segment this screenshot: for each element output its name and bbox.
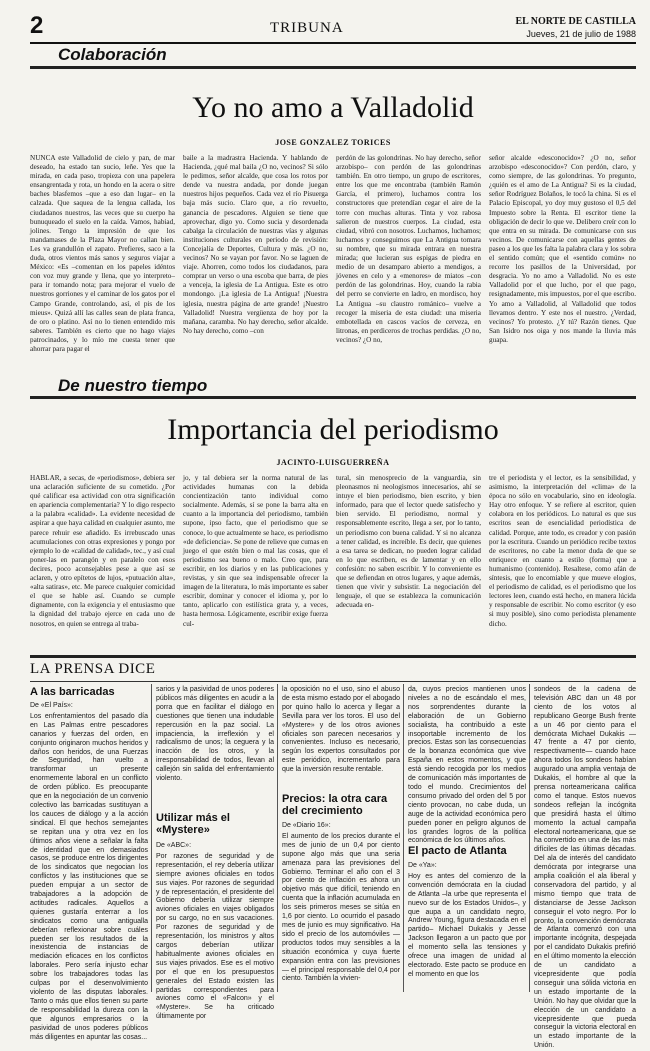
article-column-2: [183, 154, 328, 366]
article-paragraph: tural, sin menosprecio de la vanguardia, sin pleonasmos ni neologismos innecesarios, ahí se intuye el bien periodismo, bien escrito, y bien informado, para que el lector quede satisfecho y bien servido. El periodismo, normal y responsablemente escrito, llega a ser, por lo tanto, un periodismo con buena calidad. Y si no alcanza a tener calidad, es increíble. Es decir, que quienes a esa tarea se dedican, no pueden lograr calidad en lo que escriben, es de lamentar y en ello confesión: no saben escribir. Y lo conveniente es que se defiendan en otros lugares, y aque además, tienen que vivir y subsistir. La negociación del lenguaje, el que se establezca la comunicación adecuada en-: [336, 474, 481, 610]
prensa-column-3: [282, 822, 400, 992]
prensa-top-rule: [30, 655, 636, 658]
article-paragraph: HABLAR, a secas, de «periodismos», debiera ser una aclaración suficiente de su cometido. ¿Por qué calificar esa actividad con otra significación en apariencia complementaria? Y lo digo respecto a la palabra «calidad». La evidente necesidad de aspirar a que haya calidad en cualquier asunto, me parece rehuir ese añadido. Es irrebuscado unas acumulaciones con otras expresiones y pongo por ejemplo lo de «calidad de calidad», tec., y así cual poner-las en parangón y en paralelo con esos decires, poco aconsejables pese a que así se aclaren, y otro epítetos de lujos, «putuación alta», «alta satiras», etc. Me parece cualquier comicidad el que se hable así. Cuando se cumple dignamente, con la exigencia y el entusiasmo que la dignidad del trabajo ejerce en cada uno de nosotros, en quien se entrega al traba-: [30, 474, 175, 628]
prensa-source: De «Ya»:: [408, 862, 437, 869]
tiempo-rule: [30, 396, 636, 399]
prensa-column-2: [156, 842, 274, 1021]
article-column-4: [489, 154, 636, 366]
prensa-source: De «El País»:: [30, 702, 73, 709]
article-column-3: [336, 474, 481, 648]
prensa-column-4: [408, 862, 526, 992]
prensa-column-3-top: [282, 686, 400, 790]
prensa-text: sondeos de la cadena de televisión ABC dan un 48 por ciento de los votos al republicano George Bush frente a un 46 por ciento para el demócrata Michael Dukakis —47 frente a 47 por ciento, respectivamente— cuando hace ahora todos los sondeos habían augurado una amplia ventaja de Dukakis, el hombre al que la prensa norteamericana califica como el tanque. Estos nuevos sondeos reflejan la incógnita que presidirá hasta el último momento la actual campaña electoral norteamericana, que se ha convertido en una de las más difíciles de las últimas décadas. Del ala de interés del candidato demócrata por integrarse una amplia coalición el ala liberal y conservadora del partido, y al mismo tiempo que trata de distanciarse de Jesse Jackson conseguir el voto negro. Por lo pronto, la convención demócrata de Atlanta comenzó con una importante incógnita, despejada por el candidato Dukakis prefirió en el último momento la elección de un candidato a vicepresidente que podía conseguir una sólida victoria en un estado importante de la Unión. No hay que olvidar que la elección de un candidato a vicepresidente que pueda conseguir la victoria electoral en un estado importante de la Unión.: [534, 686, 636, 1050]
prensa-column-4-top: [408, 686, 526, 845]
article-column-2: [183, 474, 328, 648]
article-column-1: [30, 474, 175, 648]
prensa-text: da, cuyos precios mantienen unos niveles a no de escándalo el mes, nos sorprendentes durante la elaboración de un Gobierno socialista, ha contribuido a este insoportable incremento de los precios. Estas son las consecuencias de la bonanza económica que vive España en estos momentos, y que está siendo recogida por los medios de comunicación más importantes de todo el mundo. Crecimientos del consumo privado del orden del 5 por ciento provocan, no cabe duda, un auge de la actividad económica pero pueden poner en peligro algunos de los grandes logros de la política económica de los últimos años.: [408, 686, 526, 845]
article-column-1: [30, 154, 175, 366]
article-paragraph: tre el periodista y el lector, es la sensibilidad, y asimismo, la interpretación del «clima» de la época no sólo en vocabulario, sino en ideología. Hay otro enfoque. Y se refiere al escritor, quien colabora en los periódicos. Lo natural es que sus escritos sean de esencialidad periodística de calidad. Porque, ante todo, es creador y con pasión por la escritura. Cuando un periódico recibe textos de escritores, no cabe la menor duda de que se enriquece en cuanto a estilo (forma) que a humanismo (contenido). Resaltese, como afán de síntesis, que lo encomiable y que mueve elogios, el periodismo de calidad, es el periodismo que los lectores leen, cuando está hecho, en manera lúcida y responsable de escribir. No como escritor (y eso si muy posible), sino como periodista plenamente dicho.: [489, 474, 636, 628]
article-title: Yo no amo a Valladolid: [192, 91, 474, 124]
article-paragraph: baile a la madrastra Hacienda. Y hablando de Hacienda, ¿qué mal baila ¿O no, vecinos? Si sólo le pedimos, señor alcalde, que cosa los rotos por dende va nuestra andada, por donde juegan nuestros hijos pequeños. Cada vez el río Pisuerga baja más sucio. Claro que, a río revuelto, ganancia de pescadores. Alguien se tiene que aprovechar, digo yo. Como sucia y desordenada cabalga la circulación de nuestras vías y algunas instituciones culturales en periodo de revisión: Concejalía de Deportes, Cultura y más. ¿O no, vecinos? No se vayan por favor. No se laguen de viaje. Ahorren, como todos los ciudadanos, para comprar un verso o una escoba que barra, de pies a venceja, la iglesia de La Antigua. Este es otro mondongo. ¡La iglesia de La Antigua! ¡Nuestra iglesia, nuestra página de arte grande! ¡Nuestro Valladolid! Nuestra vergüenza de hoy por la mañana, caramba. No hay derecho, señor alcalde. No hay derecho, como –con: [183, 154, 328, 335]
page-number: 2: [30, 12, 44, 39]
prensa-item-title: Utilizar más el «Mystere»: [156, 812, 230, 836]
section-label-colaboracion: Colaboración: [58, 45, 167, 64]
prensa-column-1: [30, 702, 148, 1041]
column-divider: [403, 684, 404, 992]
issue-date: Jueves, 21 de julio de 1988: [526, 29, 636, 39]
section-name: TRIBUNA: [270, 20, 344, 36]
prensa-text: Por razones de seguridad y de representación, el rey debería utilizar siempre aviones oficiales en todos sus viajes. Por razones de seguridad y de representación, el presidente del Gobierno debería utilizar siempre aviones oficiales en viajes obligados por su cargo, no en sus vacaciones. Por razones de seguridad y de representación, los ministros y altos cargos deberían utilizar habitualmente aviones oficiales en sus viajes privados. Ese es el motivo por el que en los presupuestos generales del Estado existen las partidas correspondientes para aviones como el «Falcon» y el «Mystere». Se ha criticado últimamente por: [156, 852, 274, 1021]
column-divider: [529, 684, 530, 992]
section-label-tiempo: De nuestro tiempo: [58, 376, 208, 395]
prensa-source: De «ABC»:: [156, 842, 192, 849]
colaboracion-rule: [30, 66, 636, 69]
article-paragraph: jo, y tal debiera ser la norma natural de las actividades humanas con la debida concientización tanto individual como socialmente. Además, sí se pone la barra alta en cuanto a la importancia del periodismo, también supone, ipso facto, que el periodismo que se conoce, lo que actualmente se hace, es periodismo «de deficiencia». Se pone de relieve que cumas en juego el que estén bien o mal las cosas, que el periodismo sea bueno o malo. Creo que, para escribir, en los diarios y en las publicaciones y revistas, y sin que sea indispensable ofrecer la imagen de la literatura, lo más importante es saber escribir, dominar y conocer el idioma y, por lo tanto, aplicarlo con estilística grata y, a veces, hasta hermosa. Lógicamente, escribir exige fuerza cul-: [183, 474, 328, 628]
section-label-prensa: LA PRENSA DICE: [30, 661, 156, 677]
header-rule: [30, 42, 636, 44]
prensa-text: Hoy es antes del comienzo de la convención demócrata en la ciudad de Atlanta –la urbe que representa el nuevo sur de los Estados Unidos–, y que aupa a un candidato negro, Andrew Young, figura destacada en el partido– Michael Dukakis y Jesse Jackson llegaron a un pacto que por el momento sella las tensiones y ofrece una imagen de unidad al electorado. Este pacto se produce en el momento en que los: [408, 872, 526, 978]
article-column-4: [489, 474, 636, 648]
prensa-item-title: A las barricadas: [30, 686, 115, 698]
article-paragraph: perdón de las golondrinas. No hay derecho, señor arzobispo– con perdón de las golondrinas también. En otro tiempo, un grupo de escritores, entre los que me encontraba (también Ramón García, el primero), luchamos contra los constructores que pretendían cegar el aire de la torre con muchas alturas. Tinta y voz rabosa salieron de nuestros cuerpos. La ciudad, esta ciudad, vibró con nosotros. Luchamos, luchamos; luchamos y conseguimos que La Antigua tomara su nombre, que su mirada entrara en nuestra mirada; que lucieran sus espigas de piedra en medio de un desamparo abierto a mendigos, a jóvenes en celo y a «menores» de miatos –con perdón de las golondrinas. Hoy, cuando la rabia del perro se convierte en ladro, en mordisco, hoy La Antigua –su claustro románico– vuelve a recoger la miseria de esta ciudad: una miseria embotellada en cascos vacíos de cerveza, en litronas, en perdiceros de trochas perdidas. ¿O no, vecinos? ¿O no,: [336, 154, 481, 344]
prensa-text: El aumento de los precios durante el mes de junio de un 0,4 por ciento supone algo más que una seria amenaza para las previsiones del Gobierno. Terminar el año con el 3 por ciento de inflación es ahora un objetivo más que difícil, teniendo en cuenta que la inflación acumulada en los seis primeros meses se sitúa en 1,6 por ciento. Lo ocurrido el pasado mes de junio es muy significativo. Ha sido el precio de los automóviles —productos todos muy sensibles a la situación económica y cuya fuerte expansión entra con las previsiones— el principal responsable del 0,4 por ciento. También la vivien-: [282, 832, 400, 983]
prensa-column-2-top: [156, 686, 274, 810]
prensa-text: Los enfrentamientos del pasado día en Las Palmas entre pescadores canarios y fuerzas del orden, en conjunto originaron muchos heridos y daños con heridos, de una Fuerzas de Seguridad, han vuelto a transformar un presente enormemente laboral en un conflicto de orden público. Es preocupante que en la negociación de un convenio colectivo las barricadas sustituyan a los cauces de diálogo y a la acción sindical. El que hechos semejantes se repitan una y otra vez en los últimos años viene a señalar la falta de identidad que en demasiados casos, se produce entre los dirigentes de los sindicatos que negocian los conflictos y las instituciones que se pueden empujar a un sector de trabajadores a la adopción de actitudes radicales. Aquellos a quienes gustaría enterrar a los sindicatos como una antigualla deberían reflexionar sobre cuáles pueden ser los resultados de la inexistencia de instancias de mediación eficaces en los conflictos laborales. Pero sería injusto echar sobre los trabajadores todas las culpas por el desenvolvimiento violento de las disputas laborales. Tanto o más que ellos tienen su parte de responsabilidad la dureza con la que algunos empresarios o la pasividad de unos poderes públicos más diligentes en apuntar las cosas...: [30, 712, 148, 1041]
prensa-item-title: El pacto de Atlanta: [408, 845, 507, 857]
article-paragraph: NUNCA este Valladolid de cielo y pan, de mar deseado, ha estado tan sucio, leñe. Yes que la mirada, en cada paso, tropieza con una papelera ensangrentada y rota, un hondo en la acera o sitre baches blasfemos –que a eso dan lugar– en la calzada. Que saquea de la lengua callada, los ciudadanos nuestros, las veces que su cuerpo ha bunuqueado el suelo en la caída. Vamos, habiad, jolines. Tengo la impresión de que los mandamases de la Plaza Mayor no callan bien. Les va grandullón el zapato. Prefieres, saco a la duda, otros vientos más sanos y seguros viajar a México: «Es –comentan en los papeles idéntos con voz muy grande y llena, que yo interpreto– para ir tomando nota; para mejorar el vuelo de nuestros gorriones y el caminar de los gatos por el Campo Grande, controlando, así, el pis de los mieus». Quizá allí las calles sean de plata franca, de oro o platino. Así no lo tienen entendido mis saberes. También es cierto que no hago viajes patrocinados, y lo mío me cuesta tener que ahorrar para pagar el: [30, 154, 175, 353]
prensa-column-5: [534, 686, 636, 1050]
prensa-heading-rule: [30, 681, 636, 682]
prensa-text: la oposición no el uso, sino el abuso de esta mismo estado por el abogado por quino hallo lo acerca y llegar a Sevilla para ver los toros. El uso del «Mystere» y de los otros aviones oficiales son parecen necesarios y convenientes. Incluso es necesario, según los expertos consultados por este periódico, incrementarlo para que la inversión resulte rentable.: [282, 686, 400, 774]
article-author: JOSE GONZALEZ TORICES: [275, 138, 391, 147]
article-column-3: [336, 154, 481, 366]
prensa-item-title: Precios: la otra cara del crecimiento: [282, 793, 388, 817]
paper-name: EL NORTE DE CASTILLA: [515, 16, 636, 27]
article-title: Importancia del periodismo: [167, 413, 499, 446]
article-paragraph: señor alcalde «desconocido»? ¿O no, señor arzobispo «desconocido»? Con perdón, claro, y como siempre, de las golondrinas. Yo pregunto, ¿quién es el amo de La Antigua? Si es la ciudad, señor Rodríguez Bolaños, le tocó la china. Si es el Palacio Episcopal, yo doy muy gustoso el 0,5 del Impuesto sobre la Renta. El escritor tiene la obligación de decir lo que ve. Delibero creír con lo que entra en su mirada. De comunicarse con sus vecinos. De comunicarse con aquellas gentes de paseo a los que les falta la palabra clara y los sobra el sentido común; que el «sentido común» no recorre los pasillos de la Universidad, por desgracia. Yo no amo a Valladolid. No es este Valladolid por el que lucho, por el que pago, resignadamente, mis impuestos, por el que escribo. Yo amo a Valladolid, al Valladolid que todos llevamos dentro. Y este nos el nuestro. ¿Verdad, vecinos? Yo protesto. ¿Y tú? Razón tienes. Que San Isidro nos oiga y nos mande la lluvia más guapa.: [489, 154, 636, 344]
column-divider: [151, 684, 152, 992]
prensa-source: De «Diario 16»:: [282, 822, 331, 829]
prensa-text: sarios y la pasividad de unos poderes públicos más diligentes en acudir a la porra que en facilitar el diálogo en cuestiones que tienen una indudable repercusión en la paz social. La impaciencia, la irreflexión y el radicalismo de unos; la ceguera y la inacción de los otros, y la irresponsabilidad de todos, llevan al callejón sin salida del enfrentamiento violento.: [156, 686, 274, 783]
article-author: JACINTO-LUISGUERREÑA: [276, 458, 390, 467]
column-divider: [277, 684, 278, 992]
